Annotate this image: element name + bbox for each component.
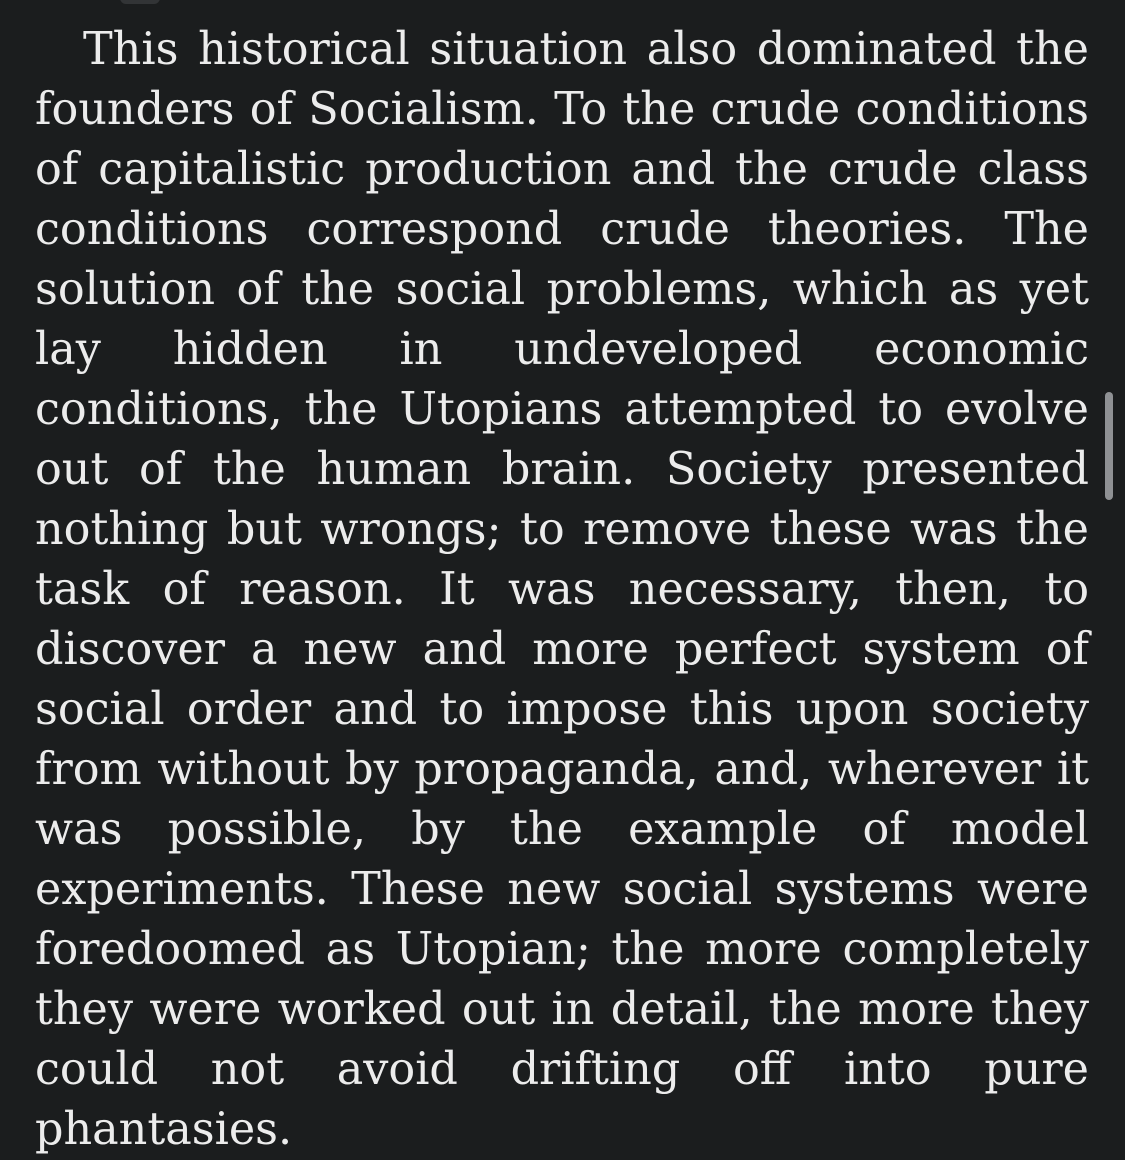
previous-text-fragment (120, 0, 160, 4)
reader-paragraph: This historical situation also dominated the founders of Socialism. To the crude conditions of capitalistic production and the crude class conditions correspond crude theories. The solution of the social problems, which as yet lay hidden in undeveloped economic conditions, the Utopians attempted to evolve out of the human brain. Society presented nothing but wrongs; to remove these was the task of reason. It was necessary, then, to discover a new and more perfect system of social order and to impose this upon society from without by propaganda, and, wherever it was possible, by the example of model experiments. These new social systems were foredoomed as Utopian; the more completely they were worked out in detail, the more they could not avoid drifting off into pure phantasies. (35, 24, 1089, 1155)
vertical-scrollbar[interactable] (1105, 0, 1113, 1122)
scrollbar-thumb[interactable] (1105, 392, 1113, 500)
